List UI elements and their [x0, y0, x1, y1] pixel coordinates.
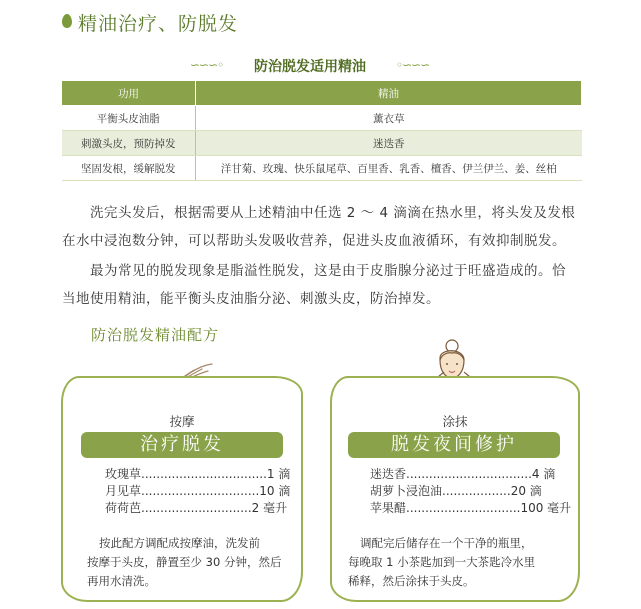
table-cell-oils: 迷迭香 [196, 131, 582, 156]
note-line: 调配完后储存在一个干净的瓶里， [360, 536, 533, 550]
table-cell-effect: 平衡头皮油脂 [62, 106, 196, 131]
ingredient-name: 迷迭香 [370, 467, 407, 481]
leader-dots: .............................. [406, 501, 521, 515]
essential-oil-table [61, 80, 582, 181]
column-header-effect: 功用 [62, 81, 196, 106]
formula-card-massage [61, 376, 303, 602]
note-line: 按此配方调配成按摩油，洗发前 [99, 536, 260, 550]
table-cell-effect: 刺激头皮，预防掉发 [62, 131, 196, 156]
column-header-oils: 精油 [196, 81, 582, 106]
droplet-icon [62, 14, 72, 28]
usage-note [348, 534, 572, 591]
ornament-left-icon: ∽∽∽◦ [190, 58, 224, 72]
card-banner: 脱发夜间修护 [348, 432, 560, 458]
ingredient-name: 苹果醋 [370, 501, 407, 515]
list-item [370, 483, 570, 500]
list-item [105, 466, 295, 483]
leader-dots: ............................... [141, 484, 260, 498]
ingredient-name: 荷荷芭 [105, 501, 142, 515]
ingredient-amount: 2 毫升 [251, 501, 288, 515]
list-item [370, 500, 570, 517]
note-line: 按摩于头皮，静置至少 30 分钟，然后 [87, 555, 282, 569]
ingredient-amount: 100 毫升 [520, 501, 572, 515]
table-cell-effect: 坚固发根，缓解脱发 [62, 156, 196, 181]
formula-card-apply [330, 376, 580, 602]
ingredient-amount: 4 滴 [531, 467, 556, 481]
paragraph-1 [62, 199, 582, 313]
ingredient-list [370, 466, 570, 517]
leader-dots: ................................. [406, 467, 532, 481]
list-item [370, 466, 570, 483]
card-label: 涂抹 [442, 414, 468, 429]
list-item [105, 483, 295, 500]
table-row [62, 106, 582, 131]
ingredient-amount: 1 滴 [266, 467, 291, 481]
table-cell-oils: 洋甘菊、玫瑰、快乐鼠尾草、百里香、乳香、檀香、伊兰伊兰、姜、丝柏 [196, 156, 582, 181]
table-cell-oils: 薰衣草 [196, 106, 582, 131]
paragraph-1-line-2: 在水中浸泡数分钟，可以帮助头发吸收营养，促进头皮血液循环，有效抑制脱发。 [62, 233, 566, 249]
note-line: 稀释，然后涂抹于头皮。 [348, 574, 475, 588]
ingredient-name: 月见草 [105, 484, 142, 498]
table-title: 防治脱发适用精油 [254, 59, 366, 75]
leader-dots: .................. [442, 484, 511, 498]
ornament-right-icon: ◦∽∽∽ [396, 58, 430, 72]
ingredient-name: 玫瑰草 [105, 467, 142, 481]
table-row [62, 156, 582, 181]
note-line: 每晚取 1 小茶匙加到一大茶匙冷水里 [348, 555, 536, 569]
ingredient-name: 胡萝卜浸泡油 [370, 484, 443, 498]
ingredient-amount: 20 滴 [510, 484, 542, 498]
usage-note [87, 534, 295, 591]
ingredient-list [105, 466, 295, 517]
page-title: 精油治疗、防脱发 [78, 13, 239, 35]
note-line: 再用水清洗。 [87, 574, 156, 588]
leader-dots: ............................. [141, 501, 252, 515]
table-row [62, 131, 582, 156]
list-item [105, 500, 295, 517]
formula-title: 防治脱发精油配方 [91, 326, 220, 344]
card-banner: 治疗脱发 [81, 432, 283, 458]
leader-dots: ................................. [141, 467, 267, 481]
paragraph-2-line-2: 当地使用精油，能平衡头皮油脂分泌、刺激头皮，防治掉发。 [62, 291, 440, 307]
paragraph-1-line-1: 洗完头发后，根据需要从上述精油中任选 2 ～ 4 滴滴在热水里，将头发及发根 [90, 205, 576, 221]
paragraph-2-line-1: 最为常见的脱发现象是脂溢性脱发，这是由于皮脂腺分泌过于旺盛造成的。恰 [90, 263, 566, 279]
ingredient-amount: 10 滴 [259, 484, 291, 498]
table-header-row [62, 81, 582, 106]
card-label: 按摩 [169, 414, 195, 429]
